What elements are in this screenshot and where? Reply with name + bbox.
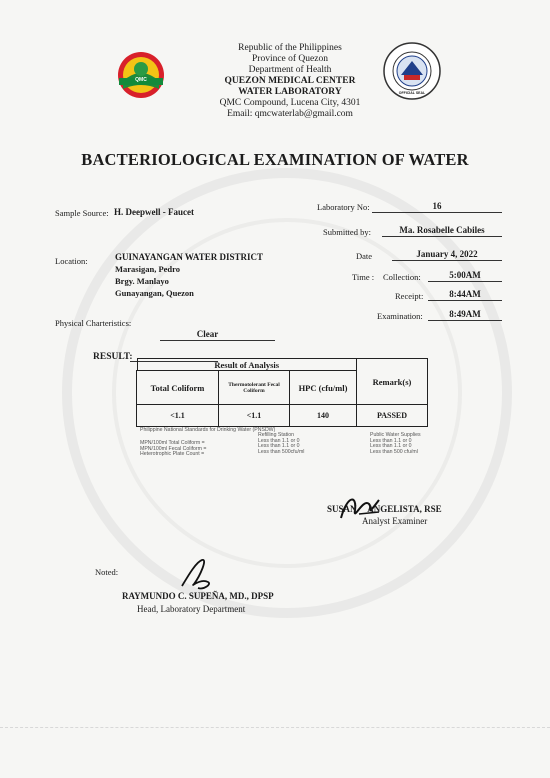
examination-label: Examination: xyxy=(377,311,423,321)
location-line-4: Gunayangan, Quezon xyxy=(115,288,194,298)
letterhead xyxy=(175,43,405,120)
collection-label: Collection: xyxy=(383,272,421,282)
date-label: Date xyxy=(356,251,373,261)
total-coliform-header: Total Coliform xyxy=(137,371,219,405)
date-value: January 4, 2022 xyxy=(416,249,478,259)
refilling-value-3: Less than 500cfu/ml xyxy=(258,448,305,455)
collection-value: 5:00AM xyxy=(449,270,481,280)
submitted-by-value: Ma. Rosabelle Cabiles xyxy=(399,225,485,235)
fecal-coliform-header: Thermotolerant Fecal Coliform xyxy=(219,371,290,405)
submitted-by-underline xyxy=(382,236,502,237)
document-title: BACTERIOLOGICAL EXAMINATION OF WATER xyxy=(81,150,469,169)
standard-hpc: Heterotrophic Plate Count = xyxy=(140,451,205,458)
standards-labels xyxy=(140,441,206,458)
header-province: Province of Quezon xyxy=(252,54,328,64)
public-title: Public Water Supplies xyxy=(370,432,421,438)
sample-source-value: H. Deepwell - Faucet xyxy=(114,207,194,217)
remarks-value: PASSED xyxy=(357,405,428,427)
logo-text: QMC xyxy=(135,77,147,83)
result-group-header: Result of Analysis xyxy=(137,359,357,371)
examination-underline xyxy=(428,320,502,321)
fecal-coliform-value: <1.1 xyxy=(219,405,290,427)
physical-label: Physical Charteristics: xyxy=(55,318,132,328)
refilling-title: Refilling Station xyxy=(258,432,295,438)
public-value-3: Less than 500 cfu/ml xyxy=(370,448,418,455)
receipt-label: Receipt: xyxy=(395,291,424,301)
header-center: QUEZON MEDICAL CENTER xyxy=(224,76,356,86)
lab-no-value: 16 xyxy=(432,201,442,211)
lab-no-underline xyxy=(372,212,502,213)
public-value-2: Less than 1.1 or 0 xyxy=(370,443,412,450)
standards-title: Philippine National Standards for Drinking Water (PNSDW) xyxy=(140,427,276,433)
result-label: RESULT: xyxy=(93,352,133,362)
time-label: Time : xyxy=(352,272,375,282)
location-line-1: GUINAYANGAN WATER DISTRICT xyxy=(115,252,264,262)
standard-total-coliform: MPN/100ml Total Coliform = xyxy=(140,440,205,446)
noted-label: Noted: xyxy=(95,567,119,577)
location-label: Location: xyxy=(55,256,88,266)
receipt-value: 8:44AM xyxy=(449,289,481,299)
location-block xyxy=(115,251,263,299)
location-line-2: Marasigan, Pedro xyxy=(115,264,181,274)
head-title: Head, Laboratory Department xyxy=(137,604,246,614)
location-line-3: Brgy. Manlayo xyxy=(115,276,169,286)
header-department: Department of Health xyxy=(248,65,332,75)
result-table xyxy=(136,358,428,427)
examination-value: 8:49AM xyxy=(449,309,481,319)
header-lab: WATER LABORATORY xyxy=(238,87,342,97)
submitted-by-label: Submitted by: xyxy=(323,227,371,237)
standards-public xyxy=(370,433,421,455)
header-address: QMC Compound, Lucena City, 4301 xyxy=(219,98,361,108)
refilling-value-1: Less than 1.1 or 0 xyxy=(258,437,300,444)
official-seal xyxy=(382,41,442,101)
hpc-header: HPC (cfu/ml) xyxy=(290,371,357,405)
hospital-logo xyxy=(113,51,169,99)
examiner-title: Analyst Examiner xyxy=(362,516,428,526)
date-underline xyxy=(392,260,502,261)
remarks-header: Remark(s) xyxy=(357,359,428,405)
collection-underline xyxy=(428,281,502,282)
physical-value: Clear xyxy=(196,329,219,339)
seal-text: OFFICIAL SEAL xyxy=(398,91,426,95)
examiner-name: SUSAN ANGELISTA, RSE xyxy=(327,504,442,514)
standards-refilling xyxy=(258,433,304,455)
public-value-1: Less than 1.1 or 0 xyxy=(370,437,412,444)
refilling-value-2: Less than 1.1 or 0 xyxy=(258,443,300,450)
physical-underline xyxy=(160,340,275,341)
head-name: RAYMUNDO C. SUPEÑA, MD., DPSP xyxy=(122,591,274,601)
head-signature xyxy=(178,556,218,594)
header-republic: Republic of the Philippines xyxy=(238,43,342,53)
table-row xyxy=(137,405,428,427)
hpc-value: 140 xyxy=(290,405,357,427)
bottom-divider xyxy=(0,727,550,728)
lab-no-label: Laboratory No: xyxy=(317,202,370,212)
receipt-underline xyxy=(428,300,502,301)
header-email: Email: qmcwaterlab@gmail.com xyxy=(227,109,353,119)
sample-source-label: Sample Source: xyxy=(55,208,109,218)
standard-fecal-coliform: MPN/100ml Fecal Coliform = xyxy=(140,445,207,452)
total-coliform-value: <1.1 xyxy=(137,405,219,427)
